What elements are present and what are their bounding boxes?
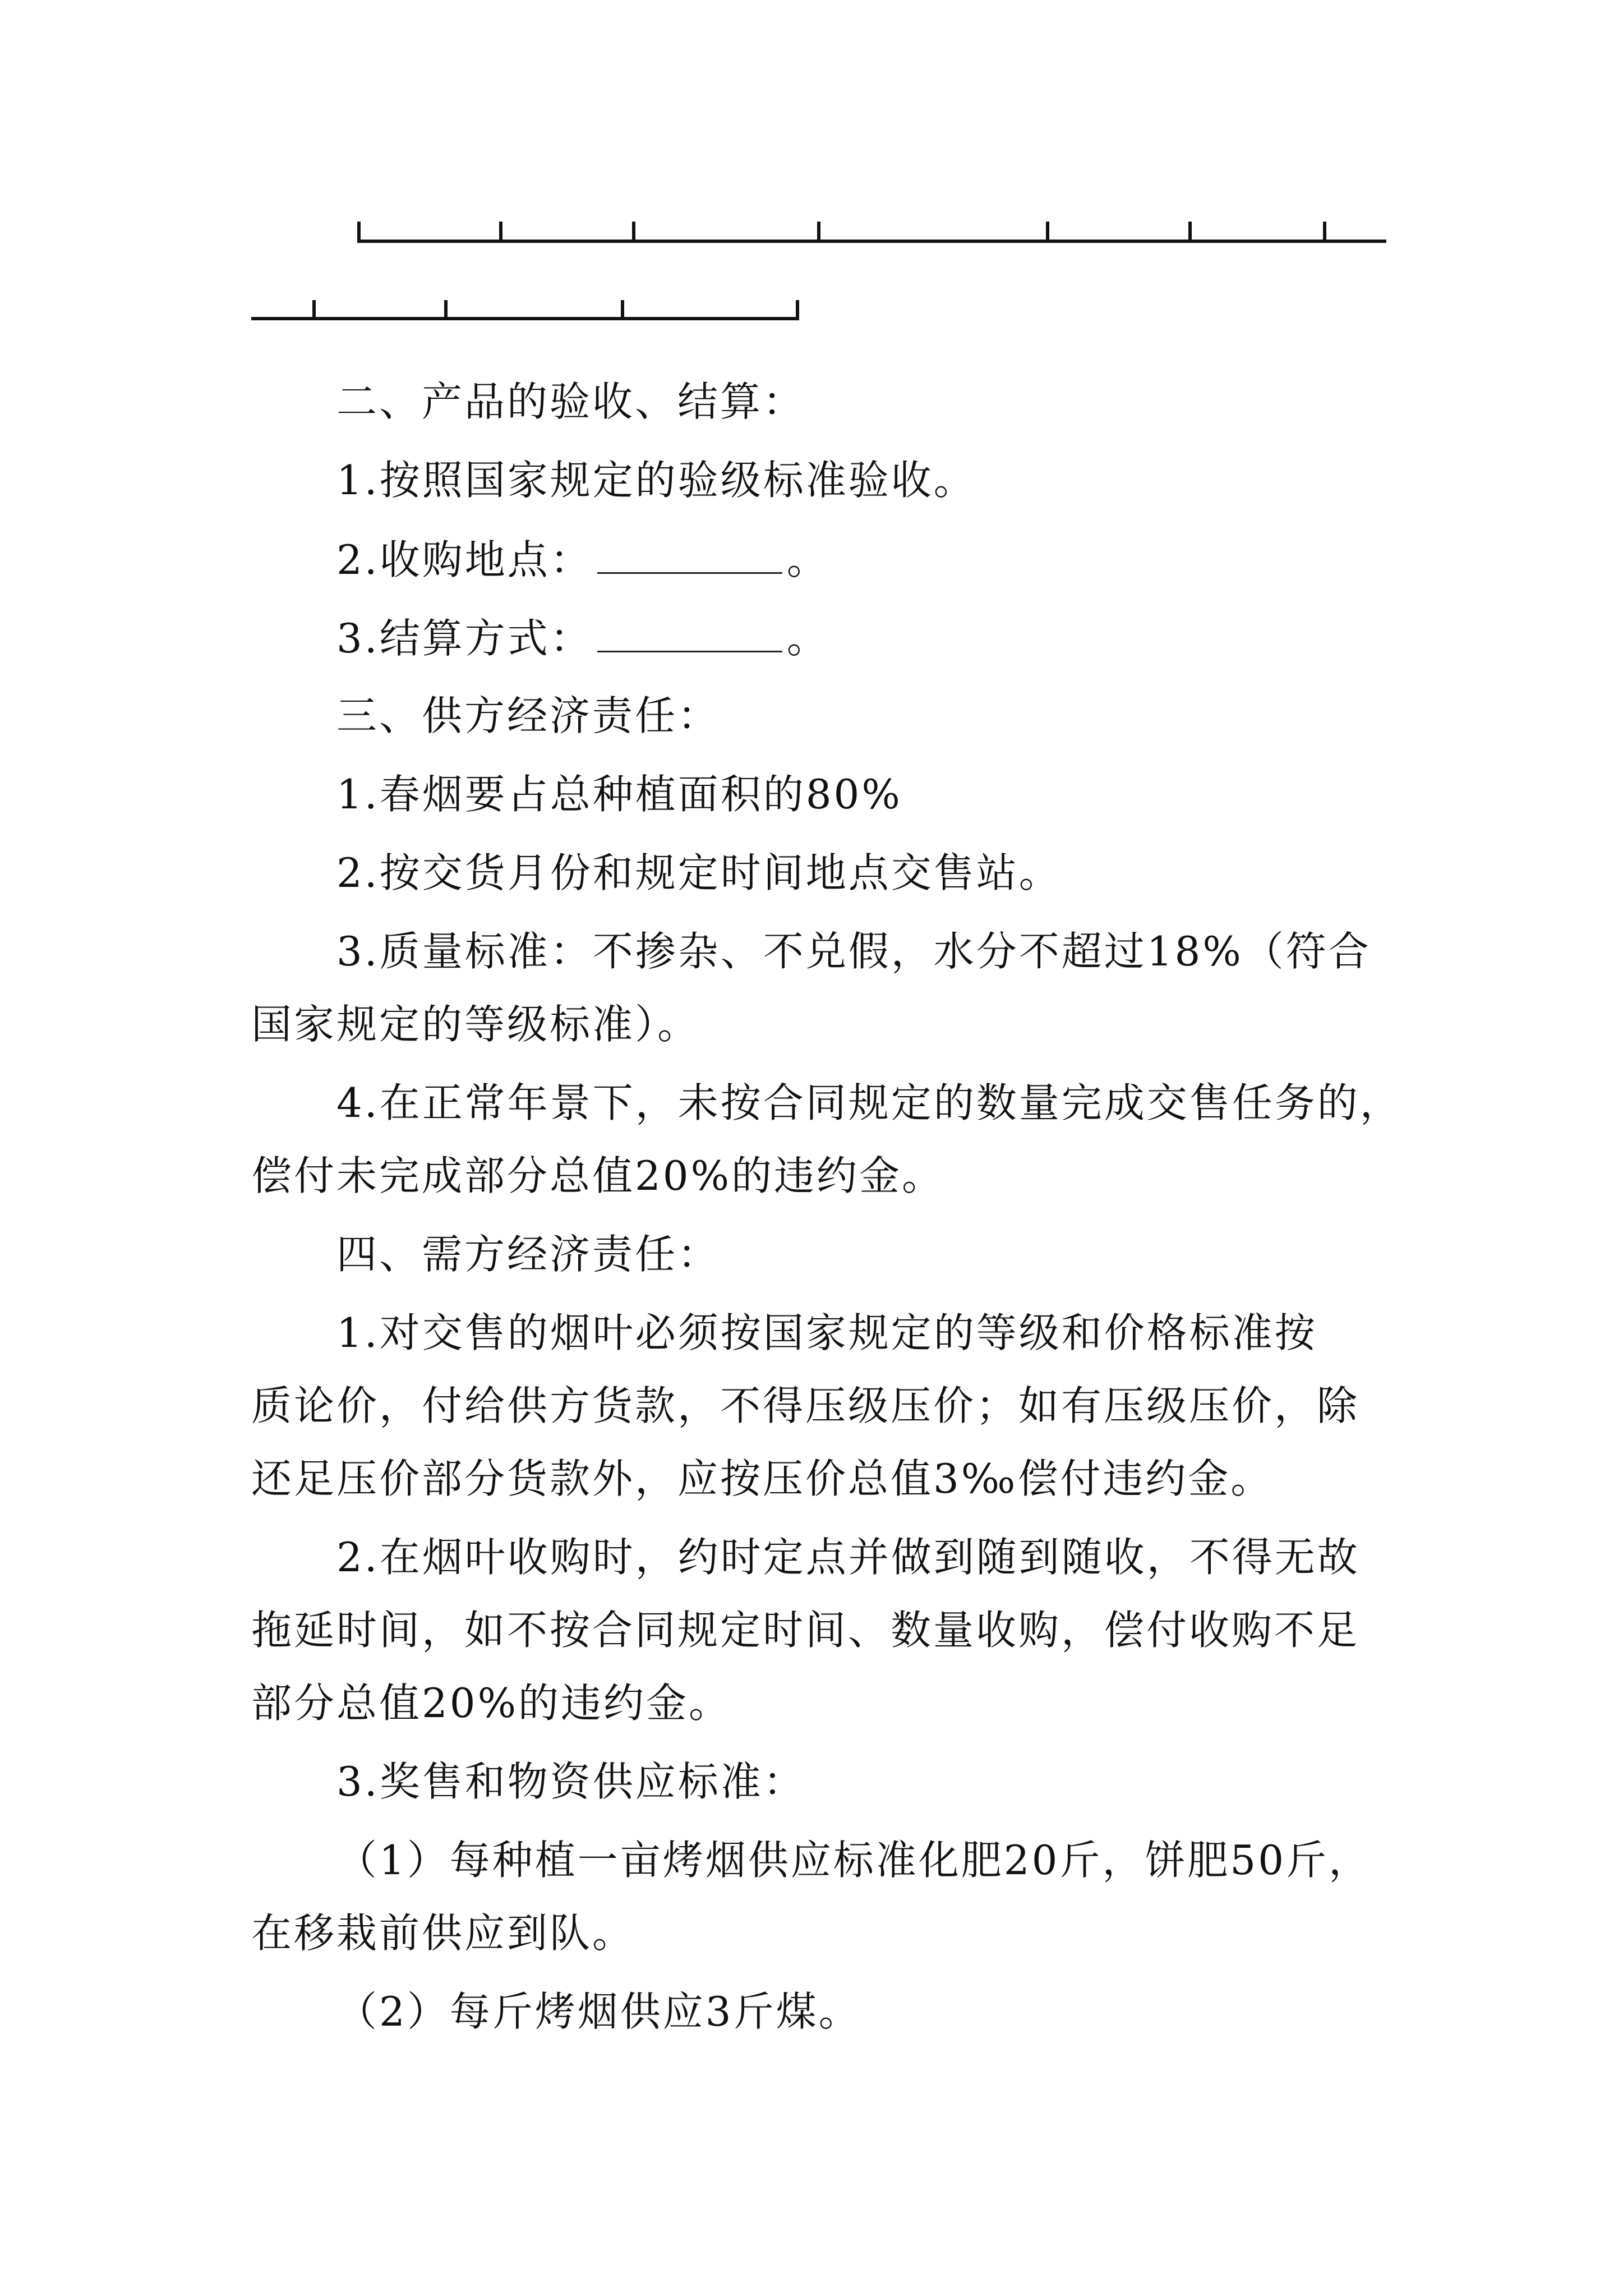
section4-sub1-line2: 在移栽前供应到队。 [251,1910,635,1957]
location-blank[interactable] [597,539,782,574]
item3-label: 3.结算方式： [336,615,593,662]
section3-item4-line1: 4.在正常年景下，未按合同规定的数量完成交售任务的， [336,1079,1403,1126]
section4-item2-line3: 部分总值20%的违约金。 [251,1680,732,1727]
section3-item1: 1.春烟要占总种植面积的80% [336,771,902,818]
table-bottom-border [0,0,1623,359]
section4-item1-line3: 还足压价部分货款外，应按压价总值3‰偿付违约金。 [251,1455,1274,1502]
section3-item3-line2: 国家规定的等级标准）。 [251,1001,700,1048]
section3-item2: 2.按交货月份和规定时间地点交售站。 [336,849,1062,896]
section2-item3 [336,615,829,662]
section2-heading: 二、产品的验收、结算： [336,378,806,425]
section3-item4-line2: 偿付未完成部分总值20%的违约金。 [251,1152,945,1199]
section2-item2 [336,536,829,583]
section3-heading: 三、供方经济责任： [336,692,721,739]
section2-item1: 1.按照国家规定的验级标准验收。 [336,457,976,504]
section4-sub2: （2）每斤烤烟供应3斤煤。 [336,1988,861,2035]
section4-item2-line1: 2.在烟叶收购时，约时定点并做到随到随收，不得无故 [336,1534,1360,1581]
section4-sub1-line1: （1）每种植一亩烤烟供应标准化肥20斤，饼肥50斤， [336,1837,1372,1884]
section4-heading: 四、需方经济责任： [336,1231,721,1278]
section4-item1-line2: 质论价，付给供方货款，不得压级压价；如有压级压价，除 [251,1382,1360,1429]
section4-item2-line2: 拖延时间，如不按合同规定时间、数量收购，偿付收购不足 [251,1607,1360,1654]
section4-item1-line1: 1.对交售的烟叶必须按国家规定的等级和价格标准按 [336,1309,1317,1356]
item2-end: 。 [786,536,829,583]
section4-item3-heading: 3.奖售和物资供应标准： [336,1758,806,1805]
settlement-blank[interactable] [597,617,782,652]
item2-label: 2.收购地点： [336,536,593,583]
item3-end: 。 [786,615,829,662]
section3-item3-line1: 3.质量标准：不掺杂、不兑假，水分不超过18%（符合 [336,928,1371,975]
